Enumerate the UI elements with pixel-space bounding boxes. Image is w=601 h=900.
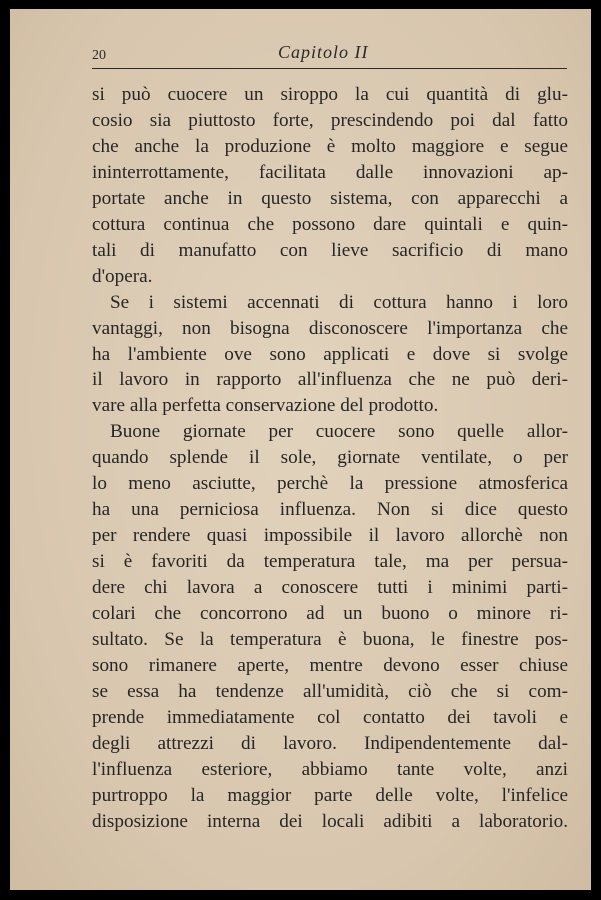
text-line: quando splende il sole, giornate ventilate, o per <box>92 447 568 469</box>
text-line: cottura continua che possono dare quintali e quin- <box>92 213 568 235</box>
text-line: purtroppo la maggior parte delle volte, l'infelice <box>92 784 568 806</box>
text-line: ha l'ambiente ove sono applicati e dove si svolge <box>92 343 568 365</box>
text-line: se essa ha tendenze all'umidità, ciò che si com- <box>92 680 568 702</box>
text-line: colari che concorrono ad un buono o minore ri- <box>92 603 568 625</box>
running-header <box>92 42 567 69</box>
text-line: che anche la produzione è molto maggiore e segue <box>92 135 568 157</box>
chapter-title: Capitolo II <box>278 42 369 62</box>
text-line: Buone giornate per cuocere sono quelle allor- <box>110 421 568 443</box>
text-line: lo meno asciutte, perchè la pressione atmosferica <box>92 473 568 495</box>
text-line: si può cuocere un siroppo la cui quantità di glu- <box>92 84 568 105</box>
text-line: sultato. Se la temperatura è buona, le finestre pos- <box>92 629 568 651</box>
text-line: l'influenza esteriore, abbiamo tante volte, anzi <box>92 758 568 780</box>
text-line: d'opera. <box>92 265 153 287</box>
text-line: vare alla perfetta conservazione del prodotto. <box>92 395 439 417</box>
text-line: degli attrezzi di lavoro. Indipendentemente dal- <box>92 732 568 754</box>
book-page <box>10 9 591 890</box>
body-text <box>92 82 568 835</box>
text-line: per rendere quasi impossibile il lavoro allorchè non <box>92 525 568 547</box>
text-line: Se i sistemi accennati di cottura hanno i loro <box>110 291 568 313</box>
text-line: disposizione interna dei locali adibiti a laboratorio. <box>92 810 568 832</box>
page-number: 20 <box>92 48 106 63</box>
text-line: tali di manufatto con lieve sacrificio di mano <box>92 239 568 261</box>
text-line: portate anche in questo sistema, con apparecchi a <box>92 187 568 209</box>
text-line: sono rimanere aperte, mentre devono esser chiuse <box>92 654 568 676</box>
text-line: cosio sia piuttosto forte, prescindendo poi dal fatto <box>92 109 568 131</box>
text-line: il lavoro in rapporto all'influenza che ne può deri- <box>92 369 568 391</box>
text-line: ininterrottamente, facilitata dalle innovazioni ap- <box>92 161 568 183</box>
text-line: dere chi lavora a conoscere tutti i minimi parti- <box>92 577 568 599</box>
text-line: si è favoriti da temperatura tale, ma per persua- <box>92 551 568 573</box>
text-line: ha una perniciosa influenza. Non si dice questo <box>92 499 568 521</box>
text-line: prende immediatamente col contatto dei tavoli e <box>92 706 568 728</box>
text-line: vantaggi, non bisogna disconoscere l'importanza che <box>92 317 568 339</box>
